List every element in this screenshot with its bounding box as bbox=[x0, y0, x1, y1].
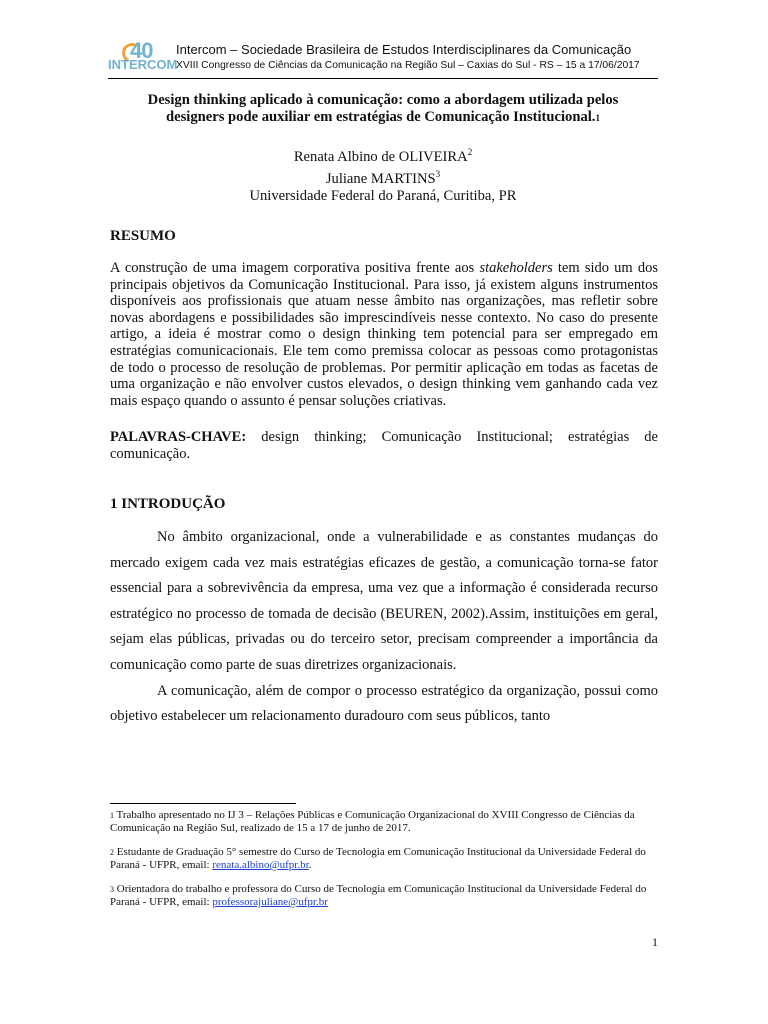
title-line-2 bbox=[108, 109, 658, 127]
footnote-2-email-link[interactable]: renata.albino@ufpr.br bbox=[212, 859, 309, 871]
author-1 bbox=[108, 144, 658, 166]
header-congress-info: XVIII Congresso de Ciências da Comunicação na Região Sul – Caxias do Sul - RS – 15 a 17/06/2017 bbox=[176, 60, 640, 71]
page-header bbox=[108, 40, 668, 74]
intro-heading: 1 INTRODUÇÃO bbox=[110, 496, 226, 512]
author-2-name: Juliane MARTINS bbox=[325, 170, 436, 187]
author-1-name: Renata Albino de OLIVEIRA bbox=[293, 148, 468, 165]
author-block bbox=[108, 144, 658, 205]
footnote-3-text: Orientadora do trabalho e professora do Curso de Tecnologia em Comunicação Institucional da Universidade Federal do Paraná - UFPR, email: bbox=[110, 883, 647, 908]
footnote-rule bbox=[110, 803, 296, 804]
title-footnote-ref: 1 bbox=[595, 113, 600, 123]
author-2-footnote-ref: 3 bbox=[435, 168, 441, 179]
author-2 bbox=[108, 166, 658, 188]
title-line-1: Design thinking aplicado à comunicação: como a abordagem utilizada pelos bbox=[147, 92, 619, 108]
abstract-heading: RESUMO bbox=[110, 228, 176, 244]
footnote-1-num: 1 bbox=[110, 811, 114, 820]
logo-text: INTERCOM bbox=[108, 57, 178, 72]
header-society-name: Intercom – Sociedade Brasileira de Estudos Interdisciplinares da Comunicação bbox=[176, 42, 632, 57]
abstract-italic-term: stakeholders bbox=[479, 260, 553, 276]
keywords-label: PALAVRAS-CHAVE: bbox=[110, 429, 247, 445]
footnote-1-text: Trabalho apresentado no IJ 3 – Relações Públicas e Comunicação Organizacional do XVIII Congresso de Ciências da Comunicação na Região Sul, realizado de 15 a 17 de junho de 2017. bbox=[110, 809, 635, 834]
affiliation: Universidade Federal do Paraná, Curitiba, PR bbox=[249, 187, 517, 204]
intercom-logo bbox=[108, 38, 178, 74]
page-number: 1 bbox=[652, 935, 658, 949]
abstract-text-start: A construção de uma imagem corporativa positiva frente aos bbox=[110, 260, 480, 276]
paper-title bbox=[108, 92, 658, 127]
intro-paragraph-1: No âmbito organizacional, onde a vulnerabilidade e as constantes mudanças do mercado exigem cada vez mais estratégias eficazes de gestão, a comunicação torna-se fator essencial para a sobrevivência da empresa, uma vez que a informação é considerada recurso estratégico no processo de tomada de decisão (BEUREN, 2002).Assim, instituições em geral, sejam elas públicas, privadas ou do terceiro setor, precisam compreender a importância da comunicação como parte de suas diretrizes organizacionais. bbox=[110, 529, 658, 673]
footnote-3-num: 3 bbox=[110, 885, 114, 894]
intro-body bbox=[110, 525, 658, 730]
footnote-2-end: . bbox=[308, 859, 312, 871]
footnote-1 bbox=[110, 809, 658, 835]
author-1-footnote-ref: 2 bbox=[467, 147, 473, 157]
title-line-2-text: designers pode auxiliar em estratégias de Comunicação Institucional. bbox=[166, 109, 596, 125]
abstract-text-rest: tem sido um dos principais objetivos da Comunicação Institucional. Para isso, já existem alguns instrumentos disponíveis aos profissionais que atuam nesse âmbito nas organizações, mas refletir sobre novas abordagens e possibilidades são imprescindíveis nesse contexto. No caso do presente artigo, a ideia é mostrar como o design thinking tem potencial para ser empregado em estratégias comunicacionais. Ele tem como premissa colocar as pessoas como protagonistas de todo o processo de resolução de problemas. Por permitir aplicação em todas as facetas de uma organização e não envolver custos elevados, o design thinking vem ganhando cada vez mais espaço quando o assunto é pensar soluções criativas. bbox=[110, 260, 658, 409]
footnote-2-text: Estudante de Graduação 5° semestre do Curso de Tecnologia em Comunicação Institucional da Universidade Federal do Paraná - UFPR, email: bbox=[110, 846, 646, 871]
footnote-3-email-link[interactable]: professorajuliane@ufpr.br bbox=[212, 896, 328, 908]
keywords-text: design thinking; Comunicação Institucional; estratégias de comunicação. bbox=[110, 429, 658, 462]
footnote-2-num: 2 bbox=[110, 848, 114, 857]
intro-paragraph-2: A comunicação, além de compor o processo estratégico da organização, possui como objetivo estabelecer um relacionamento duradouro com seus públicos, tanto bbox=[110, 682, 658, 725]
keywords bbox=[110, 429, 658, 462]
header-rule bbox=[108, 78, 658, 79]
logo-number: 40 bbox=[130, 38, 153, 63]
footnote-3 bbox=[110, 883, 658, 909]
abstract-text bbox=[110, 260, 658, 409]
footnote-2 bbox=[110, 846, 658, 872]
footnotes bbox=[110, 809, 658, 920]
